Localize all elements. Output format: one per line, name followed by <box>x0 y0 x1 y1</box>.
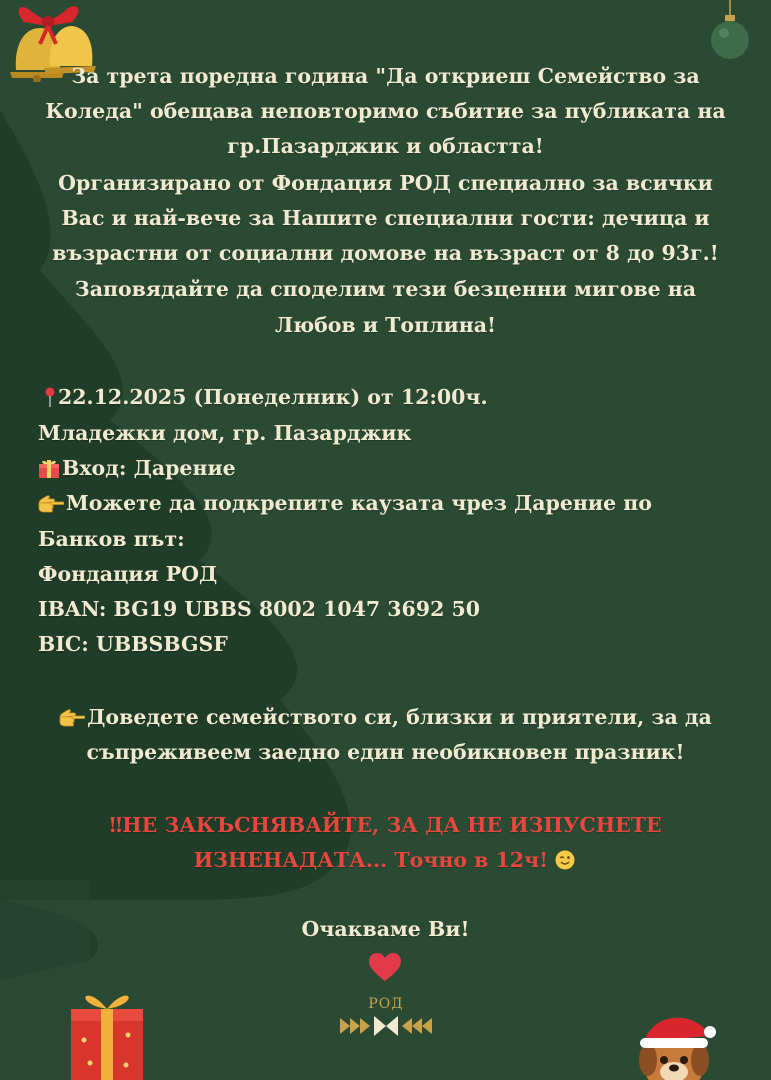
pin-icon <box>44 387 56 407</box>
invite-line-1 <box>0 705 771 729</box>
closing: Очакваме Ви! <box>301 917 470 941</box>
wink-emoji-icon <box>555 850 575 870</box>
date-time-text: 22.12.2025 (Понеделник) от 12:00ч. <box>58 385 488 409</box>
gift-box-icon <box>68 985 146 1080</box>
heart-icon <box>368 952 402 982</box>
foundation-name: Фондация РОД <box>38 562 218 586</box>
venue: Младежки дом, гр. Пазарджик <box>38 421 412 445</box>
bic: BIC: UBBSBGSF <box>38 632 228 656</box>
intro-line-3: гр.Пазарджик и областта! <box>227 134 544 158</box>
support-cont: Банков път: <box>38 527 185 551</box>
invite-line-1-text: Доведете семейството си, близки и приятели, за да <box>87 705 712 729</box>
alert-line-1-text: НЕ ЗАКЪСНЯВАЙТЕ, ЗА ДА НЕ ИЗПУСНЕТЕ <box>122 813 662 837</box>
gift-icon <box>38 458 60 478</box>
entry <box>38 456 236 480</box>
intro-line-5: Вас и най-вече за Нашите специални гости: дечица и <box>61 206 710 230</box>
logo-emblem <box>336 1012 436 1040</box>
logo-text: РОД <box>368 996 404 1012</box>
ornament-icon <box>708 0 752 62</box>
intro-line-4: Организирано от Фондация РОД специално за всички <box>58 171 713 195</box>
iban: IBAN: BG19 UBBS 8002 1047 3692 50 <box>38 597 480 621</box>
intro-line-7: Заповядайте да споделим тези безценни мигове на <box>74 277 697 301</box>
double-exclamation-icon: ‼ <box>109 813 123 837</box>
alert-line-2 <box>0 848 771 872</box>
alert-line-1 <box>0 813 771 837</box>
invite-line-2: съпреживеем заедно един необикновен празник! <box>86 740 685 764</box>
entry-text: Вход: Дарение <box>62 456 236 480</box>
intro-line-1: За трета поредна година "Да откриеш Семейство за <box>71 64 700 88</box>
intro-line-2: Коледа" обещава неповторимо събитие за публиката на <box>45 99 726 123</box>
alert-line-2-text: ИЗНЕНАДАТА... Точно в 12ч! <box>193 848 549 872</box>
pointing-hand-icon <box>59 709 85 727</box>
puppy-santa-icon <box>632 1010 718 1080</box>
intro-line-8: Любов и Топлина! <box>274 313 497 337</box>
intro-line-6: възрастни от социални домове на възраст от 8 до 93г.! <box>52 241 719 265</box>
support <box>38 491 652 515</box>
pointing-hand-icon <box>38 495 64 513</box>
date-time <box>44 385 488 409</box>
rod-logo <box>336 996 436 1044</box>
support-text: Можете да подкрепите каузата чрез Дарение по <box>66 491 652 515</box>
